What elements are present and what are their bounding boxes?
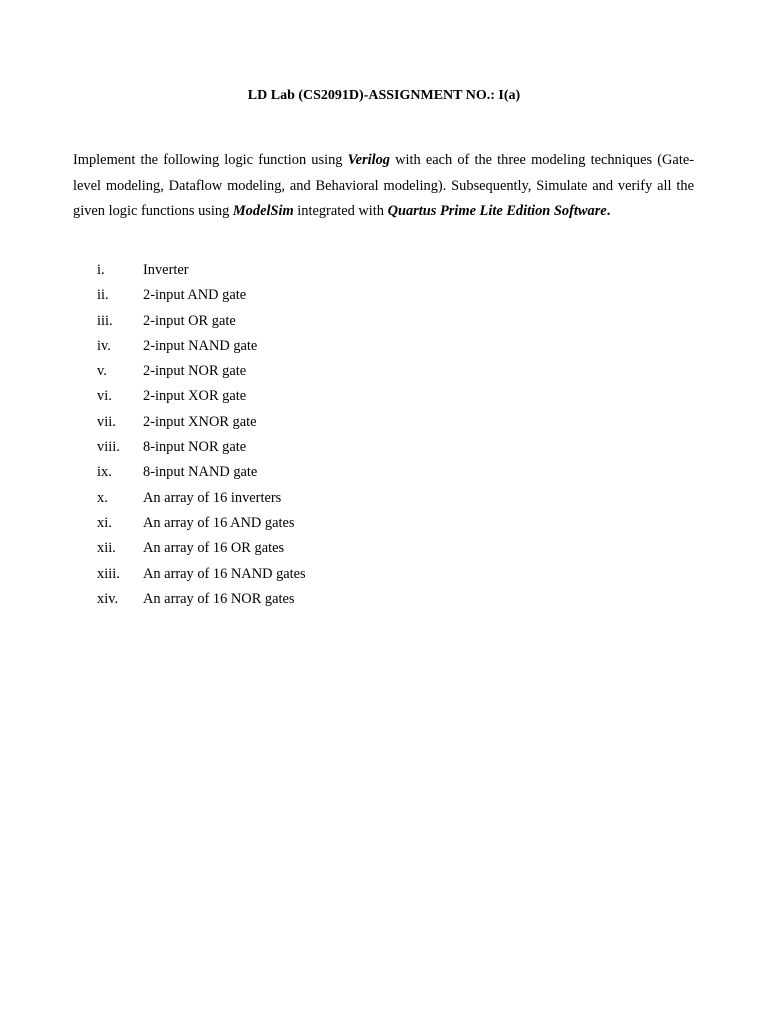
list-item bbox=[0, 413, 768, 438]
list-item-text: 8-input NAND gate bbox=[143, 464, 258, 481]
logic-function-list bbox=[0, 261, 768, 615]
list-item bbox=[0, 514, 768, 539]
intro-text-part2: with each of the three modeling techniques (Gate-level modeling, Dataflow modeling, and Behavioral modeling). Subsequently, Simulate and verify all the given logic functions using bbox=[73, 152, 694, 219]
list-item bbox=[0, 286, 768, 311]
list-item bbox=[0, 438, 768, 463]
list-item-numeral: ix. bbox=[97, 464, 112, 481]
modelsim-emphasis: ModelSim bbox=[232, 202, 294, 219]
intro-text-part3: integrated with bbox=[293, 202, 388, 219]
list-item-numeral: ii. bbox=[97, 287, 109, 304]
list-item-numeral: xiv. bbox=[97, 590, 119, 607]
list-item bbox=[0, 261, 768, 286]
list-item-text: Inverter bbox=[143, 262, 189, 278]
list-item bbox=[0, 337, 768, 362]
list-item-numeral: iv. bbox=[97, 337, 111, 354]
list-item-numeral: x. bbox=[97, 489, 108, 506]
list-item bbox=[0, 312, 768, 337]
list-item bbox=[0, 387, 768, 412]
list-item bbox=[0, 590, 768, 615]
verilog-emphasis: Verilog bbox=[347, 152, 390, 169]
assignment-title: LD Lab (CS2091D)-ASSIGNMENT NO.: I(a) bbox=[247, 88, 521, 103]
list-item bbox=[0, 362, 768, 387]
list-item-numeral: iii. bbox=[97, 312, 113, 329]
list-item bbox=[0, 463, 768, 488]
intro-text-period: . bbox=[606, 202, 611, 219]
list-item-text: 8-input NOR gate bbox=[143, 439, 247, 456]
list-item-numeral: vi. bbox=[97, 388, 112, 405]
list-item-text: 2-input OR gate bbox=[143, 312, 236, 329]
list-item-text: An array of 16 OR gates bbox=[143, 540, 285, 557]
list-item-text: 2-input AND gate bbox=[143, 287, 247, 304]
list-item-numeral: vii. bbox=[97, 413, 116, 430]
list-item-numeral: i. bbox=[97, 262, 105, 278]
list-item bbox=[0, 565, 768, 590]
quartus-emphasis: Quartus Prime Lite Edition Software bbox=[387, 202, 607, 219]
list-item-numeral: xii. bbox=[97, 540, 116, 557]
list-item bbox=[0, 489, 768, 514]
list-item-numeral: viii. bbox=[97, 439, 120, 456]
list-item-text: 2-input XOR gate bbox=[143, 388, 247, 405]
intro-text-part1: Implement the following logic function using bbox=[73, 152, 348, 169]
list-item-numeral: v. bbox=[97, 363, 107, 380]
list-item-text: 2-input NAND gate bbox=[143, 337, 258, 354]
list-item-text: An array of 16 NOR gates bbox=[143, 590, 295, 607]
list-item-text: An array of 16 inverters bbox=[143, 489, 282, 506]
list-item-text: An array of 16 NAND gates bbox=[143, 565, 306, 582]
list-item-text: An array of 16 AND gates bbox=[143, 514, 295, 531]
list-item-numeral: xiii. bbox=[97, 565, 120, 582]
instructions-paragraph bbox=[73, 148, 694, 224]
list-item-text: 2-input NOR gate bbox=[143, 363, 247, 380]
list-item-text: 2-input XNOR gate bbox=[143, 413, 257, 430]
list-item bbox=[0, 539, 768, 564]
list-item-numeral: xi. bbox=[97, 514, 112, 531]
